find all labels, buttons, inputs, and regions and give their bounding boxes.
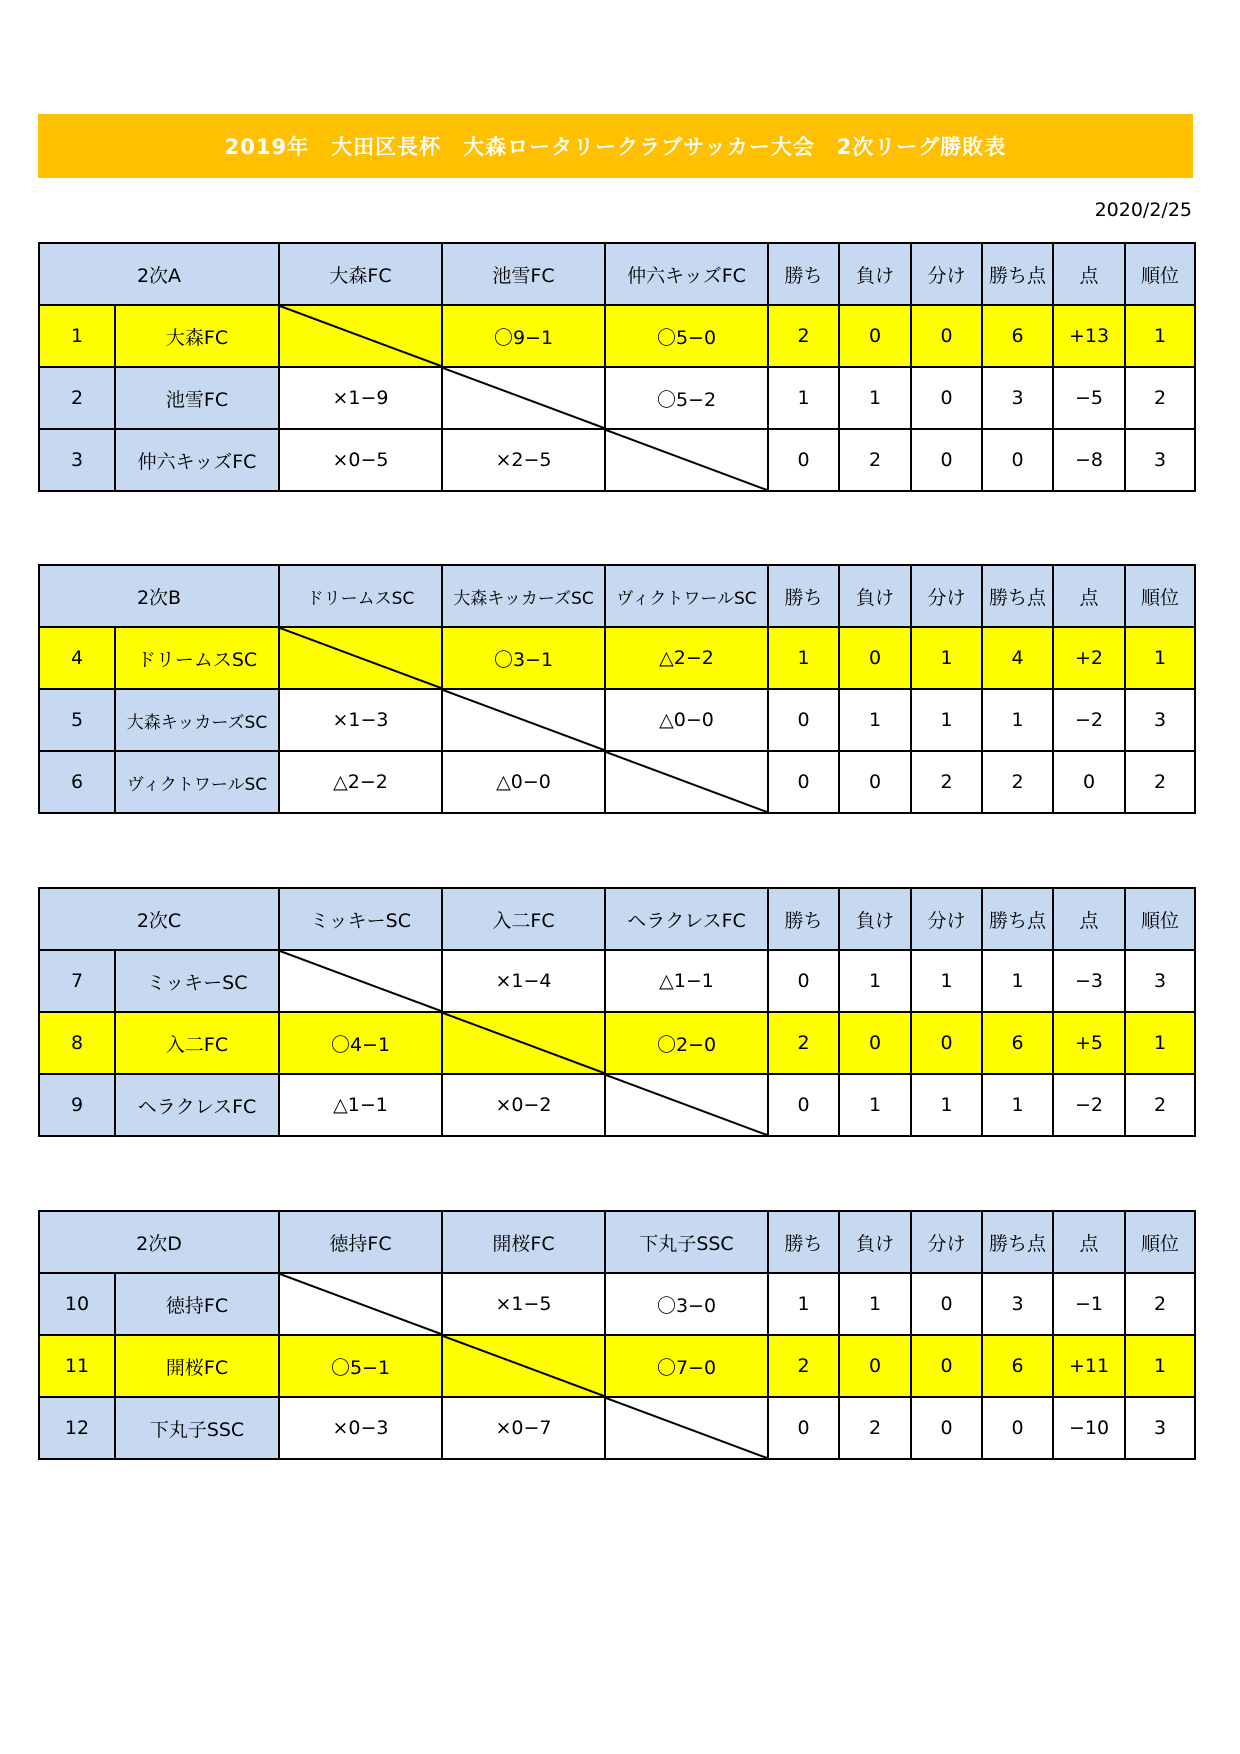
match-result: △1−1 xyxy=(279,1074,442,1136)
team-number: 8 xyxy=(39,1012,115,1074)
table-row xyxy=(39,689,1195,751)
table-row xyxy=(39,751,1195,813)
match-result: ×1−4 xyxy=(442,950,605,1012)
opponent-header: ヘラクレスFC xyxy=(605,888,768,950)
team-number: 3 xyxy=(39,429,115,491)
self-match-cell xyxy=(442,1335,605,1397)
team-name: 大森FC xyxy=(115,305,279,367)
team-name: ドリームスSC xyxy=(115,627,279,689)
stat-header: 分け xyxy=(911,1211,982,1273)
stat-value: 6 xyxy=(982,1012,1053,1074)
match-result: ×0−3 xyxy=(279,1397,442,1459)
table-row xyxy=(39,1335,1195,1397)
match-result: △2−2 xyxy=(605,627,768,689)
group-header-row xyxy=(39,565,1195,627)
match-result: ×0−7 xyxy=(442,1397,605,1459)
table-row xyxy=(39,305,1195,367)
stat-value: 3 xyxy=(982,1273,1053,1335)
stat-header: 勝ち xyxy=(768,243,839,305)
stat-value: 0 xyxy=(1053,751,1125,813)
diagonal-line xyxy=(280,628,441,688)
opponent-header: ヴィクトワールSC xyxy=(605,565,768,627)
team-name: 池雪FC xyxy=(115,367,279,429)
match-result: ×1−3 xyxy=(279,689,442,751)
stat-value: 0 xyxy=(839,751,911,813)
stat-value: +13 xyxy=(1053,305,1125,367)
group-label: 2次C xyxy=(39,888,279,950)
team-name: ミッキーSC xyxy=(115,950,279,1012)
stat-value: −2 xyxy=(1053,1074,1125,1136)
table-row xyxy=(39,367,1195,429)
stat-value: 6 xyxy=(982,305,1053,367)
stat-value: 0 xyxy=(911,1273,982,1335)
stat-value: 2 xyxy=(839,1397,911,1459)
stat-value: 0 xyxy=(839,305,911,367)
stat-value: 1 xyxy=(839,367,911,429)
stat-value: 1 xyxy=(839,1273,911,1335)
group-header-row xyxy=(39,243,1195,305)
stat-value: 1 xyxy=(839,689,911,751)
opponent-header: ドリームスSC xyxy=(279,565,442,627)
stat-value: 3 xyxy=(1125,1397,1195,1459)
stat-value: 0 xyxy=(768,950,839,1012)
opponent-header: 池雪FC xyxy=(442,243,605,305)
stat-value: 3 xyxy=(1125,689,1195,751)
diagonal-line xyxy=(443,1013,604,1073)
team-name: ヴィクトワールSC xyxy=(115,751,279,813)
stat-header: 勝ち点 xyxy=(982,888,1053,950)
match-result: 〇2−0 xyxy=(605,1012,768,1074)
stat-header: 負け xyxy=(839,1211,911,1273)
diagonal-line xyxy=(606,430,767,490)
group-header-row xyxy=(39,1211,1195,1273)
stat-value: −1 xyxy=(1053,1273,1125,1335)
team-number: 2 xyxy=(39,367,115,429)
group-header-row xyxy=(39,888,1195,950)
team-name: 徳持FC xyxy=(115,1273,279,1335)
opponent-header: 仲六キッズFC xyxy=(605,243,768,305)
team-name: 入二FC xyxy=(115,1012,279,1074)
self-match-cell xyxy=(279,1273,442,1335)
self-match-cell xyxy=(442,1012,605,1074)
stat-value: −2 xyxy=(1053,689,1125,751)
stat-value: 1 xyxy=(982,1074,1053,1136)
stat-header: 負け xyxy=(839,565,911,627)
table-row xyxy=(39,950,1195,1012)
self-match-cell xyxy=(442,689,605,751)
stat-value: 1 xyxy=(1125,627,1195,689)
stat-value: 0 xyxy=(911,305,982,367)
table-row xyxy=(39,1397,1195,1459)
team-number: 5 xyxy=(39,689,115,751)
team-number: 11 xyxy=(39,1335,115,1397)
stat-value: 1 xyxy=(982,950,1053,1012)
stat-value: 0 xyxy=(911,367,982,429)
team-number: 1 xyxy=(39,305,115,367)
diagonal-line xyxy=(280,951,441,1011)
stat-value: 0 xyxy=(982,429,1053,491)
stat-value: 1 xyxy=(911,627,982,689)
stat-value: 1 xyxy=(1125,1012,1195,1074)
diagonal-line xyxy=(443,368,604,428)
self-match-cell xyxy=(279,950,442,1012)
diagonal-line xyxy=(606,752,767,812)
stat-header: 分け xyxy=(911,565,982,627)
stat-value: −5 xyxy=(1053,367,1125,429)
stat-value: 1 xyxy=(911,689,982,751)
group-label: 2次A xyxy=(39,243,279,305)
team-number: 10 xyxy=(39,1273,115,1335)
self-match-cell xyxy=(279,627,442,689)
match-result: 〇5−1 xyxy=(279,1335,442,1397)
diagonal-line xyxy=(280,306,441,366)
match-result: 〇7−0 xyxy=(605,1335,768,1397)
stat-value: 0 xyxy=(768,689,839,751)
stat-value: 4 xyxy=(982,627,1053,689)
stat-header: 勝ち xyxy=(768,1211,839,1273)
diagonal-line xyxy=(443,1336,604,1396)
stat-value: 2 xyxy=(839,429,911,491)
match-result: 〇5−2 xyxy=(605,367,768,429)
match-result: △2−2 xyxy=(279,751,442,813)
match-result: △1−1 xyxy=(605,950,768,1012)
stat-value: 1 xyxy=(982,689,1053,751)
stat-value: −10 xyxy=(1053,1397,1125,1459)
stat-header: 点 xyxy=(1053,888,1125,950)
match-result: △0−0 xyxy=(442,751,605,813)
self-match-cell xyxy=(279,305,442,367)
diagonal-line xyxy=(606,1398,767,1458)
stat-value: 0 xyxy=(768,1397,839,1459)
stat-header: 勝ち点 xyxy=(982,1211,1053,1273)
match-result: ×1−9 xyxy=(279,367,442,429)
stat-value: 6 xyxy=(982,1335,1053,1397)
stat-value: 1 xyxy=(1125,1335,1195,1397)
match-result: 〇4−1 xyxy=(279,1012,442,1074)
group-table-4 xyxy=(38,1210,1196,1460)
self-match-cell xyxy=(605,1397,768,1459)
stat-value: 0 xyxy=(839,1012,911,1074)
group-label: 2次B xyxy=(39,565,279,627)
stat-header: 勝ち点 xyxy=(982,565,1053,627)
stat-value: 1 xyxy=(768,367,839,429)
stat-value: 0 xyxy=(839,627,911,689)
stat-value: 2 xyxy=(1125,367,1195,429)
stat-value: 2 xyxy=(911,751,982,813)
table-row xyxy=(39,429,1195,491)
stat-value: 0 xyxy=(911,1397,982,1459)
stat-header: 順位 xyxy=(1125,243,1195,305)
table-row xyxy=(39,1273,1195,1335)
report-date: 2020/2/25 xyxy=(1094,199,1192,221)
stat-header: 勝ち xyxy=(768,888,839,950)
diagonal-line xyxy=(606,1075,767,1135)
stat-value: 1 xyxy=(911,1074,982,1136)
stat-value: 2 xyxy=(1125,751,1195,813)
match-result: ×0−2 xyxy=(442,1074,605,1136)
stat-header: 負け xyxy=(839,243,911,305)
diagonal-line xyxy=(280,1274,441,1334)
opponent-header: 大森FC xyxy=(279,243,442,305)
team-name: 仲六キッズFC xyxy=(115,429,279,491)
stat-header: 点 xyxy=(1053,1211,1125,1273)
page-title: 2019年 大田区長杯 大森ロータリークラブサッカー大会 2次リーグ勝敗表 xyxy=(224,135,1007,159)
self-match-cell xyxy=(605,429,768,491)
stat-value: 1 xyxy=(911,950,982,1012)
stat-value: 1 xyxy=(839,950,911,1012)
stat-value: +11 xyxy=(1053,1335,1125,1397)
stat-value: 0 xyxy=(768,751,839,813)
title-bar xyxy=(38,114,1193,178)
stat-header: 勝ち xyxy=(768,565,839,627)
stat-value: 1 xyxy=(768,627,839,689)
match-result: ×1−5 xyxy=(442,1273,605,1335)
stat-value: 3 xyxy=(1125,950,1195,1012)
stat-value: 2 xyxy=(768,1012,839,1074)
opponent-header: 開桜FC xyxy=(442,1211,605,1273)
stat-value: −8 xyxy=(1053,429,1125,491)
stat-value: 1 xyxy=(839,1074,911,1136)
stat-header: 勝ち点 xyxy=(982,243,1053,305)
team-number: 7 xyxy=(39,950,115,1012)
team-number: 6 xyxy=(39,751,115,813)
opponent-header: 徳持FC xyxy=(279,1211,442,1273)
team-name: 開桜FC xyxy=(115,1335,279,1397)
group-label: 2次D xyxy=(39,1211,279,1273)
team-name: ヘラクレスFC xyxy=(115,1074,279,1136)
stat-value: 1 xyxy=(1125,305,1195,367)
opponent-header: 大森キッカーズSC xyxy=(442,565,605,627)
stat-value: 0 xyxy=(768,1074,839,1136)
opponent-header: 入二FC xyxy=(442,888,605,950)
stat-value: 2 xyxy=(768,305,839,367)
match-result: 〇3−0 xyxy=(605,1273,768,1335)
stat-value: −3 xyxy=(1053,950,1125,1012)
match-result: 〇9−1 xyxy=(442,305,605,367)
stat-header: 分け xyxy=(911,888,982,950)
match-result: ×2−5 xyxy=(442,429,605,491)
group-table-1 xyxy=(38,242,1196,492)
stat-value: 2 xyxy=(1125,1074,1195,1136)
table-row xyxy=(39,1074,1195,1136)
table-row xyxy=(39,627,1195,689)
match-result: 〇5−0 xyxy=(605,305,768,367)
self-match-cell xyxy=(442,367,605,429)
stat-value: 0 xyxy=(911,1012,982,1074)
team-name: 下丸子SSC xyxy=(115,1397,279,1459)
match-result: 〇3−1 xyxy=(442,627,605,689)
self-match-cell xyxy=(605,1074,768,1136)
team-name: 大森キッカーズSC xyxy=(115,689,279,751)
match-result: △0−0 xyxy=(605,689,768,751)
stat-value: 0 xyxy=(911,1335,982,1397)
stat-header: 点 xyxy=(1053,243,1125,305)
group-table-3 xyxy=(38,887,1196,1137)
stat-value: 3 xyxy=(1125,429,1195,491)
stat-value: 2 xyxy=(768,1335,839,1397)
group-table-2 xyxy=(38,564,1196,814)
stat-value: 0 xyxy=(839,1335,911,1397)
team-number: 12 xyxy=(39,1397,115,1459)
stat-value: +2 xyxy=(1053,627,1125,689)
stat-value: 3 xyxy=(982,367,1053,429)
stat-value: 0 xyxy=(911,429,982,491)
team-number: 9 xyxy=(39,1074,115,1136)
opponent-header: ミッキーSC xyxy=(279,888,442,950)
stat-header: 順位 xyxy=(1125,565,1195,627)
stat-header: 順位 xyxy=(1125,888,1195,950)
diagonal-line xyxy=(443,690,604,750)
stat-value: 1 xyxy=(768,1273,839,1335)
stat-header: 分け xyxy=(911,243,982,305)
table-row xyxy=(39,1012,1195,1074)
stat-value: 2 xyxy=(1125,1273,1195,1335)
stat-header: 点 xyxy=(1053,565,1125,627)
match-result: ×0−5 xyxy=(279,429,442,491)
team-number: 4 xyxy=(39,627,115,689)
stat-value: +5 xyxy=(1053,1012,1125,1074)
stat-header: 順位 xyxy=(1125,1211,1195,1273)
opponent-header: 下丸子SSC xyxy=(605,1211,768,1273)
stat-value: 0 xyxy=(768,429,839,491)
stat-header: 負け xyxy=(839,888,911,950)
stat-value: 2 xyxy=(982,751,1053,813)
self-match-cell xyxy=(605,751,768,813)
stat-value: 0 xyxy=(982,1397,1053,1459)
